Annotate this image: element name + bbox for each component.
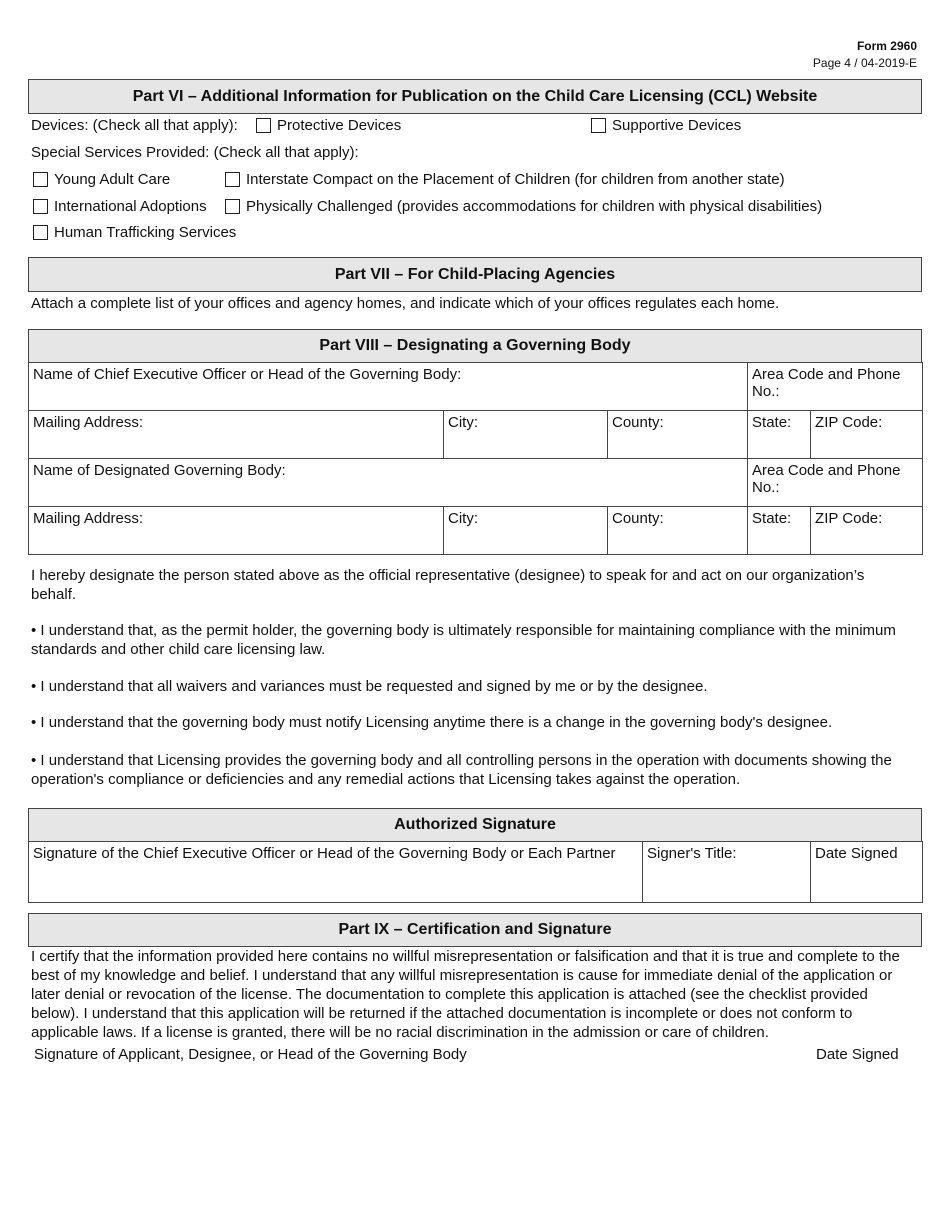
services-label: Special Services Provided: (Check all that apply): [31,144,359,161]
applicant-signature-label: Signature of Applicant, Designee, or Head of the Governing Body [34,1046,467,1063]
auth-signature-field[interactable]: Signature of the Chief Executive Officer or Head of the Governing Body or Each Partner [29,842,643,903]
city-field-2[interactable]: City: [444,507,608,555]
option-label: Protective Devices [277,117,402,134]
understand-statement-2: • I understand that all waivers and variances must be requested and signed by me or by the designee. [31,678,708,695]
option-label: Physically Challenged (provides accommodations for children with physical disabilities) [246,198,823,215]
service-option-interstate[interactable] [225,171,785,188]
applicant-date-label: Date Signed [816,1046,899,1063]
service-option-physically-challenged[interactable] [225,198,822,215]
county-field-2[interactable]: County: [608,507,748,555]
option-label: Interstate Compact on the Placement of Children (for children from another state) [246,171,785,188]
part8-title: Part VIII – Designating a Governing Body [28,329,922,363]
county-field[interactable]: County: [608,411,748,459]
governing-body-phone-field[interactable]: Area Code and Phone No.: [748,459,923,507]
checkbox[interactable] [33,199,48,214]
auth-date-field[interactable]: Date Signed [811,842,923,903]
checkbox[interactable] [33,172,48,187]
governing-body-table [28,362,923,555]
understand-statement-3: • I understand that the governing body must notify Licensing anytime there is a change in the governing body's designee. [31,714,833,731]
state-field[interactable]: State: [748,411,811,459]
zip-field-2[interactable]: ZIP Code: [811,507,923,555]
devices-label: Devices: (Check all that apply): [31,117,238,134]
device-option-supportive[interactable] [591,117,741,134]
checkbox[interactable] [256,118,271,133]
part7-title: Part VII – For Child-Placing Agencies [28,257,922,292]
ceo-phone-field[interactable]: Area Code and Phone No.: [748,363,923,411]
service-option-human-trafficking[interactable] [33,224,236,241]
option-label: Young Adult Care [54,171,171,188]
part9-title: Part IX – Certification and Signature [28,913,922,947]
checkbox[interactable] [225,199,240,214]
ceo-name-field[interactable]: Name of Chief Executive Officer or Head of the Governing Body: [29,363,748,411]
checkbox[interactable] [33,225,48,240]
checkbox[interactable] [591,118,606,133]
mailing-address-field-2[interactable]: Mailing Address: [29,507,444,555]
option-label: Supportive Devices [612,117,742,134]
option-label: International Adoptions [54,198,207,215]
page-number: Page 4 / 04-2019-E [812,56,917,70]
part7-text: Attach a complete list of your offices and agency homes, and indicate which of your offices regulates each home. [31,295,780,312]
mailing-address-field[interactable]: Mailing Address: [29,411,444,459]
governing-body-name-field[interactable]: Name of Designated Governing Body: [29,459,748,507]
option-label: Human Trafficking Services [54,224,237,241]
form-number: Form 2960 [856,39,917,53]
service-option-international[interactable] [33,198,207,215]
checkbox[interactable] [225,172,240,187]
part6-title: Part VI – Additional Information for Publication on the Child Care Licensing (CCL) Website [28,79,922,114]
understand-statement-1: • I understand that, as the permit holder, the governing body is ultimately responsible for maintaining compliance with the minimum standards and other child care licensing law. [31,622,896,658]
city-field[interactable]: City: [444,411,608,459]
signer-title-field[interactable]: Signer's Title: [643,842,811,903]
state-field-2[interactable]: State: [748,507,811,555]
certification-text: I certify that the information provided here contains no willful misrepresentation or falsification and that it is true and complete to the best of my knowledge and belief. I understand that any willful misrepresentation is cause for immediate denial of the application or later denial or revocation of the license. The documentation to complete this application is attached (see the checklist provided below). I understand that this application will be returned if the attached documentation is incomplete or does not conform to applicable laws. If a license is granted, there will be no racial discrimination in the admission or care of children. [31,948,900,1041]
auth-title: Authorized Signature [28,808,922,842]
device-option-protective[interactable] [256,117,401,134]
service-option-young-adult[interactable] [33,171,170,188]
zip-field[interactable]: ZIP Code: [811,411,923,459]
understand-statement-4: • I understand that Licensing provides the governing body and all controlling persons in the operation with documents showing the operation's compliance or deficiencies and any remedial actions that Licensing takes against the operation. [31,752,892,788]
designation-statement: I hereby designate the person stated above as the official representative (designee) to speak for and act on our organization’s behalf. [31,567,865,603]
auth-signature-table [28,841,923,903]
